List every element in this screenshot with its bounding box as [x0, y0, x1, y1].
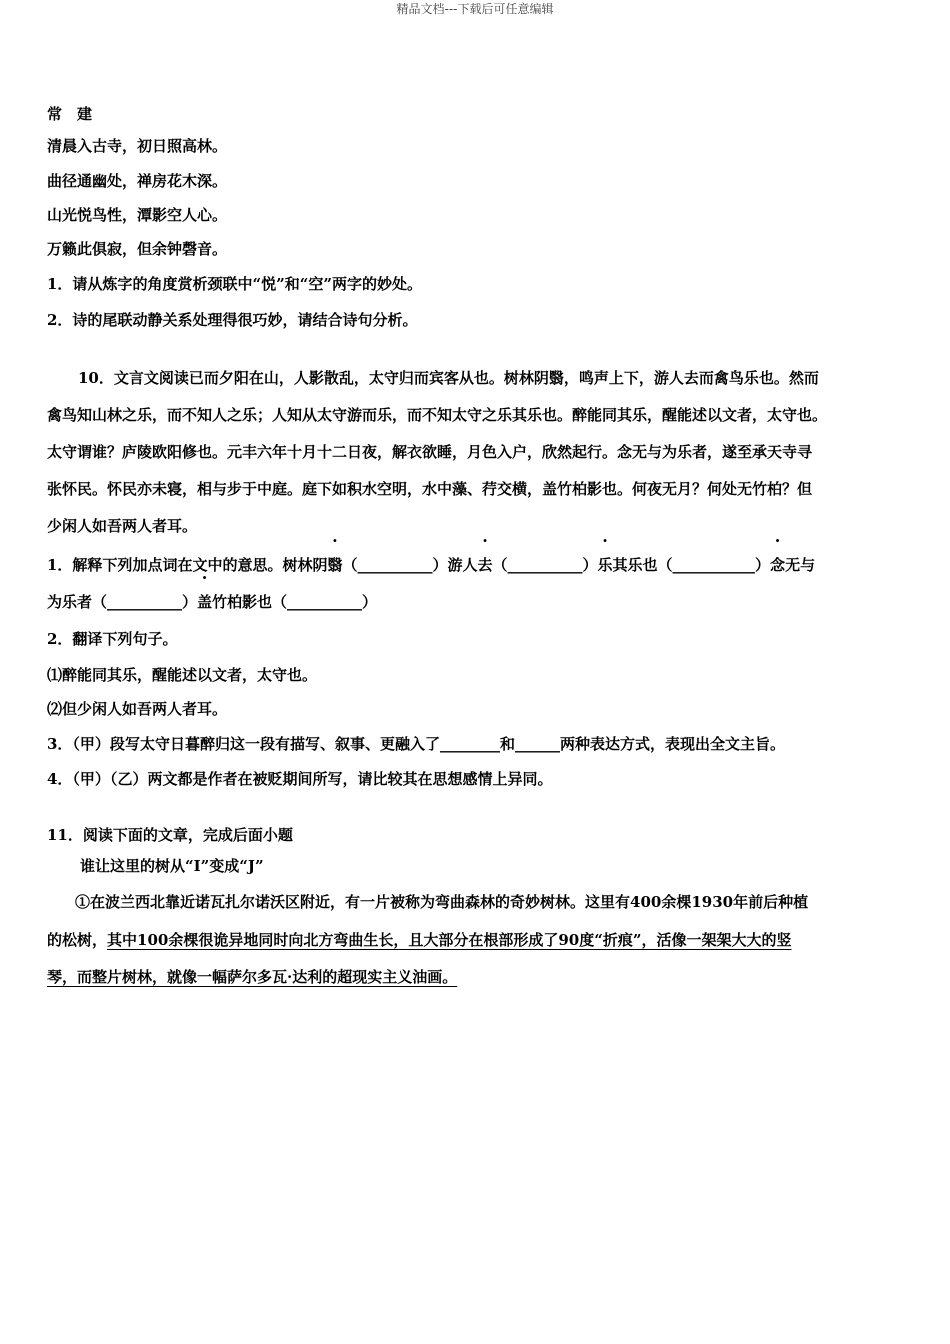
article-text: 的松树， [47, 931, 108, 949]
dotted-word: 翳 [327, 556, 343, 574]
q10-passage-line: 少闲人如吾两人者耳。 [47, 517, 198, 535]
question-11-section [47, 820, 903, 996]
dotted-word: 乐 [597, 556, 613, 574]
question-10-section [47, 360, 903, 796]
q10-s1-text: 为乐者（__________） [47, 593, 198, 611]
document-body [47, 100, 903, 996]
poem-line: 山光悦鸟性，潭影空人心。 [47, 206, 228, 224]
q10-subquestion-1-cont [47, 584, 903, 621]
article-paragraph-line: ①在波兰西北靠近诺瓦扎尔诺沃区附近，有一片被称为弯曲森林的奇妙树林。这里有400余棵1930年前后种植 [75, 893, 809, 911]
q10-translate-2: ⑵但少闲人如吾两人者耳。 [47, 700, 228, 718]
poem-line: 万籁此俱寂，但余钟磬音。 [47, 240, 228, 258]
dotted-word: 去 [477, 556, 493, 574]
q10-s1-text: 1．解释下列加点词在文中的意思。树林阴 [47, 556, 328, 574]
underlined-text: 其中100余棵很诡异地同时向北方弯曲生长，且大部分在根部形成了90度“折痕”，活像一架架大大的竖 [107, 931, 792, 949]
q10-passage-line: 张怀民。怀民亦未寝，相与步于中庭。庭下如积水空明，水中藻、荇交横，盖竹柏影也。何夜无月？何处无竹柏？但 [47, 480, 813, 498]
poem-line: 曲径通幽处，禅房花木深。 [47, 172, 228, 190]
article-paragraph-line [47, 958, 903, 996]
dotted-word: 念 [770, 556, 786, 574]
q10-s1-text: （__________） [492, 556, 598, 574]
page-header: 精品文档---下载后可任意编辑 [396, 2, 554, 16]
poem-line: 清晨入古寺，初日照高林。 [47, 137, 228, 155]
q10-passage-line: 太守谓谁？庐陵欧阳修也。元丰六年十月十二日夜，解衣欲睡，月色入户，欣然起行。念无与为乐者，遂至承天寺寻 [47, 443, 813, 461]
q10-passage-line: 禽鸟知山林之乐，而不知人之乐；人知从太守游而乐，而不知太守之乐其乐也。醉能同其乐，醒能述以文者，太守也。 [47, 406, 828, 424]
article-title: 谁让这里的树从“I”变成“J” [80, 857, 264, 875]
poem-author: 常 建 [47, 105, 93, 123]
q10-s1-text: 竹柏影也（__________） [212, 593, 378, 611]
article-paragraph-line [47, 922, 903, 958]
q10-subquestion-3: 3．（甲）段写太守日暮醉归这一段有描写、叙事、更融入了________和______两种表达方式，表现出全文主旨。 [47, 735, 785, 753]
q10-subquestion-2: 2．翻译下列句子。 [47, 630, 178, 648]
q10-passage-line: 10．文言文阅读已而夕阳在山，人影散乱，太守归而宾客从也。树林阴翳，鸣声上下，游人去而禽鸟乐也。然而 [78, 369, 819, 387]
q10-translate-1: ⑴醉能同其乐，醒能述以文者，太守也。 [47, 666, 318, 684]
q10-s1-text: 其乐也（___________） [612, 556, 771, 574]
q10-subquestion-1 [47, 547, 903, 584]
q11-title: 11．阅读下面的文章，完成后面小题 [47, 826, 293, 844]
underlined-text: 琴，而整片树林，就像一幅萨尔多瓦·达利的超现实主义油画。 [47, 968, 458, 986]
poem-question-1: 1．请从炼字的角度赏析颈联中“悦”和“空”两字的妙处。 [47, 275, 422, 293]
poem-section [47, 100, 903, 338]
q10-subquestion-4: 4．（甲）（乙）两文都是作者在被贬期间所写，请比较其在思想感情上异同。 [47, 770, 553, 788]
dotted-word: 盖 [197, 593, 213, 611]
q10-s1-text: 无与 [785, 556, 816, 574]
q10-s1-text: （__________）游人 [342, 556, 478, 574]
poem-question-2: 2．诗的尾联动静关系处理得很巧妙，请结合诗句分析。 [47, 311, 418, 329]
